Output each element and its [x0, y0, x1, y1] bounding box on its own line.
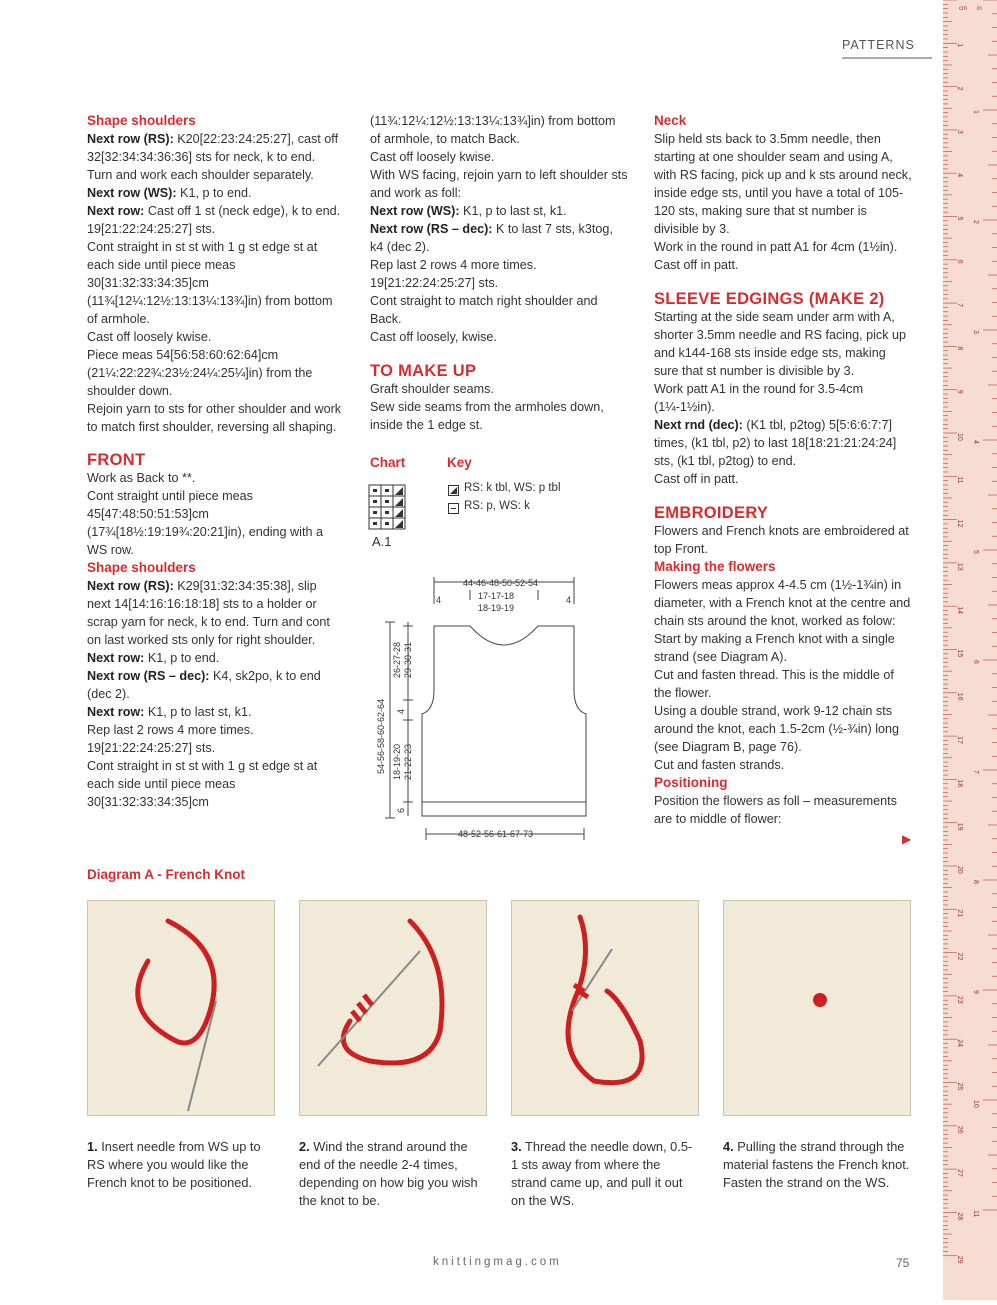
ruler-inch-label: 6: [972, 660, 979, 664]
ruler-cm-label: 13: [956, 562, 963, 571]
body-label: 21-22-23: [403, 743, 413, 780]
instruction: Next row (RS – dec): K4, sk2po, k to end (dec 2).: [87, 669, 321, 701]
ruler-cm-label: 2: [956, 86, 963, 91]
ruler-cm-label: 17: [956, 736, 963, 744]
ruler-cm-label: 24: [956, 1039, 963, 1047]
ruler-cm-label: 7: [956, 303, 963, 308]
ruler-inch-label: 1: [972, 110, 979, 114]
ruler-inch-label: 5: [972, 550, 979, 554]
instruction: Cast off loosely kwise.: [370, 150, 495, 164]
ruler-cm-label: 18: [956, 779, 963, 788]
instruction: Next row (RS): K29[31:32:34:35:38], slip next 14[14:16:16:18:18] sts to a holder or scrap yarn for neck, k to end. Turn and cont on last worked sts only for right shoulder.: [87, 579, 330, 647]
purl-symbol-icon: [448, 503, 459, 514]
instruction: Work patt A1 in the round for 3.5-4cm (1¼-1½in).: [654, 382, 864, 414]
neck-width-label: 17-17-18: [478, 591, 515, 601]
step-1-caption: 1. Insert needle from WS up to RS where you would like the French knot to be positioned.: [87, 1139, 261, 1190]
footer-url: knittingmag.com: [433, 1256, 562, 1268]
ruler-inch-label: 8: [972, 880, 979, 884]
ruler: [943, 0, 997, 1300]
bottom-width-label: 48-52-56-61-67-73: [458, 829, 534, 839]
diagram-a-title: Diagram A - French Knot: [87, 867, 246, 882]
key-item: RS: p, WS: k: [464, 500, 530, 512]
armhole-label: 26-27-28: [392, 641, 402, 678]
instruction: Flowers and French knots are embroidered at top Front.: [654, 524, 909, 556]
ruler-cm-label: 25: [956, 1082, 963, 1091]
ruler-cm-label: 22: [956, 952, 963, 961]
instruction: Next row: K1, p to last st, k1.: [87, 705, 252, 719]
armhole-depth-label: 4: [396, 708, 406, 714]
ruler-cm-label: 27: [956, 1169, 963, 1177]
section-tab: PATTERNS: [842, 38, 932, 59]
front-shape-shoulders-heading: Shape shoulders: [87, 560, 196, 575]
instruction: Cut and fasten strands.: [654, 758, 785, 772]
instruction: Next rnd (dec): (K1 tbl, p2tog) 5[5:6:6:7:7] times, (k1 tbl, p2) to last 18[18:21:21:24:24] sts, (k1 tbl, p2tog) to end.: [654, 418, 897, 468]
make-up-heading: TO MAKE UP: [370, 362, 477, 380]
instruction: Using a double strand, work 9-12 chain sts around the knot, each 1.5-2cm (½-¾in) long (see Diagram B, page 76).: [654, 704, 900, 754]
ruler-cm-unit: cm: [959, 6, 967, 12]
ruler-scale: [943, 0, 997, 1300]
ruler-cm-label: 16: [956, 692, 963, 701]
ruler-cm-label: 12: [956, 519, 963, 528]
top-width-label: 44-46-48-50-52-54: [463, 578, 539, 588]
step-2-caption: 2. Wind the strand around the end of the needle 2-4 times, depending on how big you wish the knot to be.: [299, 1139, 478, 1208]
step-3-caption: 3. Thread the needle down, 0.5-1 sts away from where the strand came up, and pull it out on the WS.: [511, 1139, 693, 1208]
instruction: Work as Back to **.: [87, 471, 196, 485]
ruler-cm-label: 29: [956, 1255, 963, 1264]
ruler-cm-label: 6: [956, 259, 963, 264]
ruler-cm-label: 5: [956, 216, 963, 221]
instruction: Next row (RS): K20[22:23:24:25:27], cast off 32[32:34:34:36:36] sts for neck, k to end. Turn and work each shoulder separately.: [87, 132, 339, 182]
ruler-cm-label: 20: [956, 866, 963, 874]
instruction: Cast off in patt.: [654, 472, 739, 486]
shoulder-label: 4: [566, 595, 572, 605]
instruction: Next row: Cast off 1 st (neck edge), k to end. 19[21:22:24:25:27] sts.: [87, 204, 341, 236]
instruction: Position the flowers as foll – measurements are to middle of flower:: [654, 794, 897, 826]
ruler-cm-label: 9: [956, 389, 963, 394]
shape-shoulders-heading: Shape shoulders: [87, 113, 196, 128]
ruler-inch-label: 11: [972, 1210, 979, 1218]
body-label: 18-19-20: [392, 743, 402, 780]
instruction: Slip held sts back to 3.5mm needle, then starting at one shoulder seam and using A, with RS facing, pick up and k sts around neck, inside edge sts, until you have a total of 105-120 sts, making sure that st number is divisible by 3.: [654, 132, 912, 236]
front-heading: FRONT: [87, 451, 146, 469]
step-3-photo: [511, 900, 699, 1116]
instruction: Cont straight to match right shoulder and Back.: [370, 294, 598, 326]
instruction: Sew side seams from the armholes down, inside the 1 edge st.: [370, 400, 604, 432]
ruler-cm-label: 11: [956, 476, 963, 484]
chart-heading: Chart: [370, 455, 406, 470]
embroidery-heading: EMBROIDERY: [654, 504, 769, 522]
instruction: Next row (RS – dec): K to last 7 sts, k3tog, k4 (dec 2).: [370, 222, 613, 254]
instruction: Flowers meas approx 4-4.5 cm (1½-1¾in) in diameter, with a French knot at the centre and chain sts around the knot, worked as folow:: [654, 578, 911, 628]
ruler-inch-label: 9: [972, 990, 979, 994]
sleeve-edgings-heading: SLEEVE EDGINGS (MAKE 2): [654, 290, 885, 308]
neck-width-label: 18-19-19: [478, 603, 515, 613]
ruler-inch-label: 3: [972, 330, 979, 334]
ruler-cm-label: 10: [956, 433, 963, 441]
instruction: (11¾:12¼:12½:13:13¼:13¾]in) from bottom of armhole, to match Back.: [370, 114, 616, 146]
ruler-cm-label: 8: [956, 346, 963, 351]
ruler-inch-label: 4: [972, 440, 979, 444]
instruction: Rejoin yarn to sts for other shoulder and work to match first shoulder, reversing all shaping.: [87, 402, 342, 434]
ruler-cm-label: 1: [956, 43, 963, 48]
armhole-label: 29-30-31: [403, 641, 413, 678]
ruler-inch-label: 7: [972, 770, 979, 774]
total-height-label: 54-56-58-60-62-64: [376, 698, 386, 774]
shoulder-label: 4: [436, 595, 442, 605]
instruction: Graft shoulder seams.: [370, 382, 494, 396]
column-3: [654, 112, 912, 828]
instruction: Cast off loosely kwise.: [87, 330, 212, 344]
instruction: Next row (WS): K1, p to end.: [87, 186, 252, 200]
instruction: Rep last 2 rows 4 more times. 19[21:22:24:25:27] sts.: [370, 258, 537, 290]
instruction: Rep last 2 rows 4 more times. 19[21:22:24:25:27] sts.: [87, 723, 254, 755]
knit-tbl-symbol-icon: [448, 485, 459, 496]
ruler-cm-label: 15: [956, 649, 963, 658]
column-2: [370, 112, 628, 434]
instruction: Starting at the side seam under arm with A, shorter 3.5mm needle and RS facing, pick up and k144-168 sts inside edge sts, making sure that st number is divisible by 3.: [654, 310, 907, 378]
ruler-cm-label: 23: [956, 995, 963, 1004]
ruler-inch-label: 2: [972, 220, 979, 224]
ruler-cm-label: 26: [956, 1125, 963, 1134]
making-flowers-heading: Making the flowers: [654, 559, 776, 574]
instruction: Piece meas 54[56:58:60:62:64]cm (21¼:22:22¾:23½:24¼:25¼]in) from the shoulder down.: [87, 348, 313, 398]
instruction: Next row: K1, p to end.: [87, 651, 220, 665]
instruction: Cont straight until piece meas 45[47:48:50:51:53]cm (17¾[18½:19:19¾:20:21]in), ending with a WS row.: [87, 489, 323, 557]
instruction: Cont straight in st st with 1 g st edge st at each side until piece meas 30[31:32:33:34:35]cm: [87, 759, 318, 809]
ruler-cm-label: 14: [956, 606, 963, 614]
key-item: RS: k tbl, WS: p tbl: [464, 482, 561, 494]
instruction: Cast off loosely, kwise.: [370, 330, 497, 344]
step-1-photo: [87, 900, 275, 1116]
step-4-photo: [723, 900, 911, 1116]
garment-schematic: [360, 570, 600, 850]
ruler-cm-label: 4: [956, 173, 963, 178]
ruler-inch-unit: in: [977, 6, 982, 12]
instruction: Start by making a French knot with a single strand (see Diagram A).: [654, 632, 895, 664]
step-2-photo: [299, 900, 487, 1116]
instruction: Cast off in patt.: [654, 258, 739, 272]
neck-heading: Neck: [654, 113, 687, 128]
positioning-heading: Positioning: [654, 775, 728, 790]
stitch-chart: [368, 484, 408, 532]
column-1: [87, 112, 342, 811]
continue-arrow-icon: ▶: [902, 832, 912, 846]
key-heading: Key: [447, 455, 472, 470]
instruction: Work in the round in patt A1 for 4cm (1½in).: [654, 240, 898, 254]
ruler-inch-label: 10: [972, 1100, 979, 1108]
instruction: Next row (WS): K1, p to last st, k1.: [370, 204, 567, 218]
step-4-caption: 4. Pulling the strand through the material fastens the French knot. Fasten the strand on the WS.: [723, 1139, 910, 1190]
page-number: 75: [896, 1256, 910, 1270]
chart-label: A.1: [372, 534, 392, 549]
ruler-cm-label: 3: [956, 129, 963, 134]
ruler-cm-label: 21: [956, 909, 963, 918]
ruler-cm-label: 19: [956, 822, 963, 831]
ruler-cm-label: 28: [956, 1212, 963, 1221]
rib-label: 6: [396, 807, 406, 813]
instruction: Cont straight in st st with 1 g st edge st at each side until piece meas 30[31:32:33:34:35]cm (11¾[12¼:12½:13:13¼:13¾]in) from bottom of armhole.: [87, 240, 333, 326]
instruction: With WS facing, rejoin yarn to left shoulder sts and work as foll:: [370, 168, 628, 200]
instruction: Cut and fasten thread. This is the middle of the flower.: [654, 668, 894, 700]
